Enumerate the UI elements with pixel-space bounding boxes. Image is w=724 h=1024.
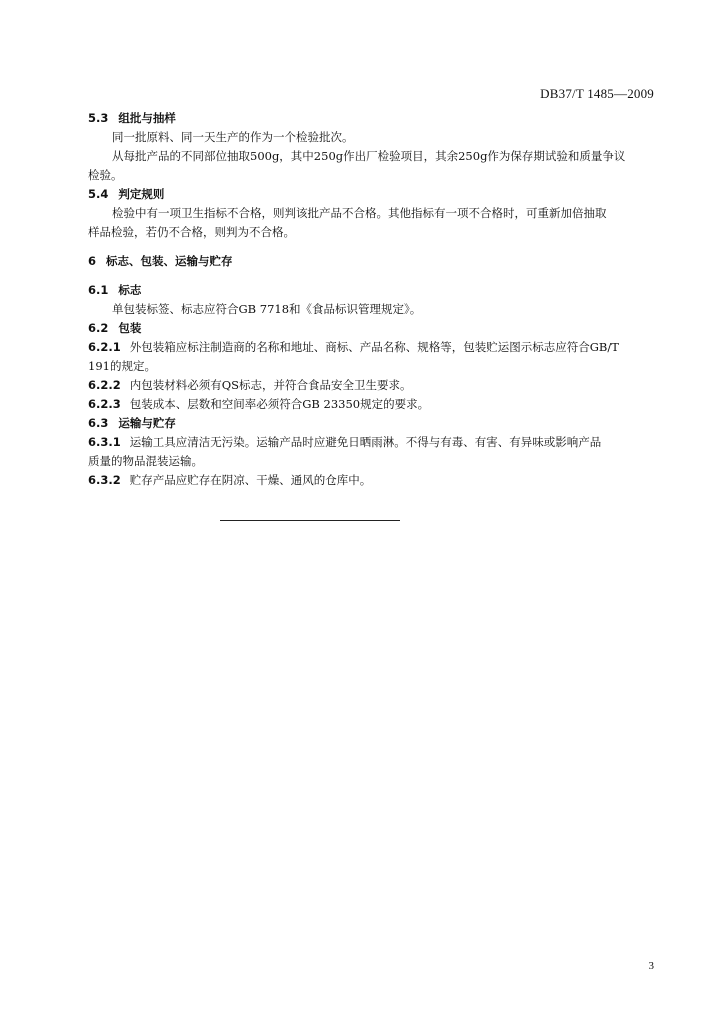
end-of-document-rule bbox=[220, 520, 400, 521]
clause-text: 运输工具应清洁无污染。运输产品时应避免日晒雨淋。不得与有毒、有害、有异味或影响产品 bbox=[129, 435, 602, 449]
section-6-3-heading bbox=[88, 414, 656, 433]
section-number: 6.2 bbox=[88, 321, 109, 335]
chapter-6-heading bbox=[88, 252, 656, 271]
clause-text: 外包装箱应标注制造商的名称和地址、商标、产品名称、规格等，包装贮运图示标志应符合GB/T bbox=[129, 340, 619, 354]
clause-6-2-3 bbox=[88, 395, 656, 414]
section-number: 6.3 bbox=[88, 416, 109, 430]
page-number: 3 bbox=[648, 960, 654, 972]
section-5-4-heading bbox=[88, 185, 656, 204]
clause-6-2-1-line1 bbox=[88, 338, 656, 357]
clause-6-2-2 bbox=[88, 376, 656, 395]
section-6-2-heading bbox=[88, 319, 656, 338]
section-title: 标志 bbox=[118, 283, 142, 297]
section-title: 包装 bbox=[118, 321, 142, 335]
clause-6-2-1-line2: 191的规定。 bbox=[88, 359, 156, 373]
section-5-3-heading bbox=[88, 109, 656, 128]
clause-number: 6.2.2 bbox=[88, 378, 121, 392]
section-5-4-line2: 样品检验，若仍不合格，则判为不合格。 bbox=[88, 225, 295, 239]
clause-6-3-1-line1 bbox=[88, 433, 656, 452]
section-5-3-para1: 同一批原料、同一天生产的作为一个检验批次。 bbox=[112, 130, 354, 144]
section-5-3-para2-line1: 从每批产品的不同部位抽取500g，其中250g作出厂检验项目，其余250g作为保存期试验和质量争议 bbox=[112, 149, 626, 163]
section-5-4-line1: 检验中有一项卫生指标不合格，则判该批产品不合格。其他指标有一项不合格时，可重新加倍抽取 bbox=[112, 206, 607, 220]
section-number: 6.1 bbox=[88, 283, 109, 297]
clause-number: 6.2.3 bbox=[88, 397, 121, 411]
clause-6-3-1-line2: 质量的物品混装运输。 bbox=[88, 454, 203, 468]
chapter-title: 标志、包装、运输与贮存 bbox=[106, 254, 233, 268]
section-6-1-heading bbox=[88, 281, 656, 300]
chapter-number: 6 bbox=[88, 254, 97, 268]
section-6-1-para: 单包装标签、标志应符合GB 7718和《食品标识管理规定》。 bbox=[112, 302, 422, 316]
clause-text: 贮存产品应贮存在阴凉、干燥、通风的仓库中。 bbox=[129, 473, 372, 487]
section-title: 运输与贮存 bbox=[118, 416, 176, 430]
section-number: 5.3 bbox=[88, 111, 109, 125]
clause-text: 内包装材料必须有QS标志，并符合食品安全卫生要求。 bbox=[129, 378, 412, 392]
clause-number: 6.2.1 bbox=[88, 340, 121, 354]
clause-number: 6.3.2 bbox=[88, 473, 121, 487]
document-code: DB37/T 1485—2009 bbox=[540, 86, 654, 101]
section-title: 组批与抽样 bbox=[118, 111, 176, 125]
section-5-3-para2-line2: 检验。 bbox=[88, 168, 123, 182]
clause-6-3-2 bbox=[88, 471, 656, 490]
section-number: 5.4 bbox=[88, 187, 109, 201]
document-body bbox=[88, 109, 656, 490]
section-title: 判定规则 bbox=[118, 187, 165, 201]
clause-text: 包装成本、层数和空间率必须符合GB 23350规定的要求。 bbox=[129, 397, 430, 411]
clause-number: 6.3.1 bbox=[88, 435, 121, 449]
